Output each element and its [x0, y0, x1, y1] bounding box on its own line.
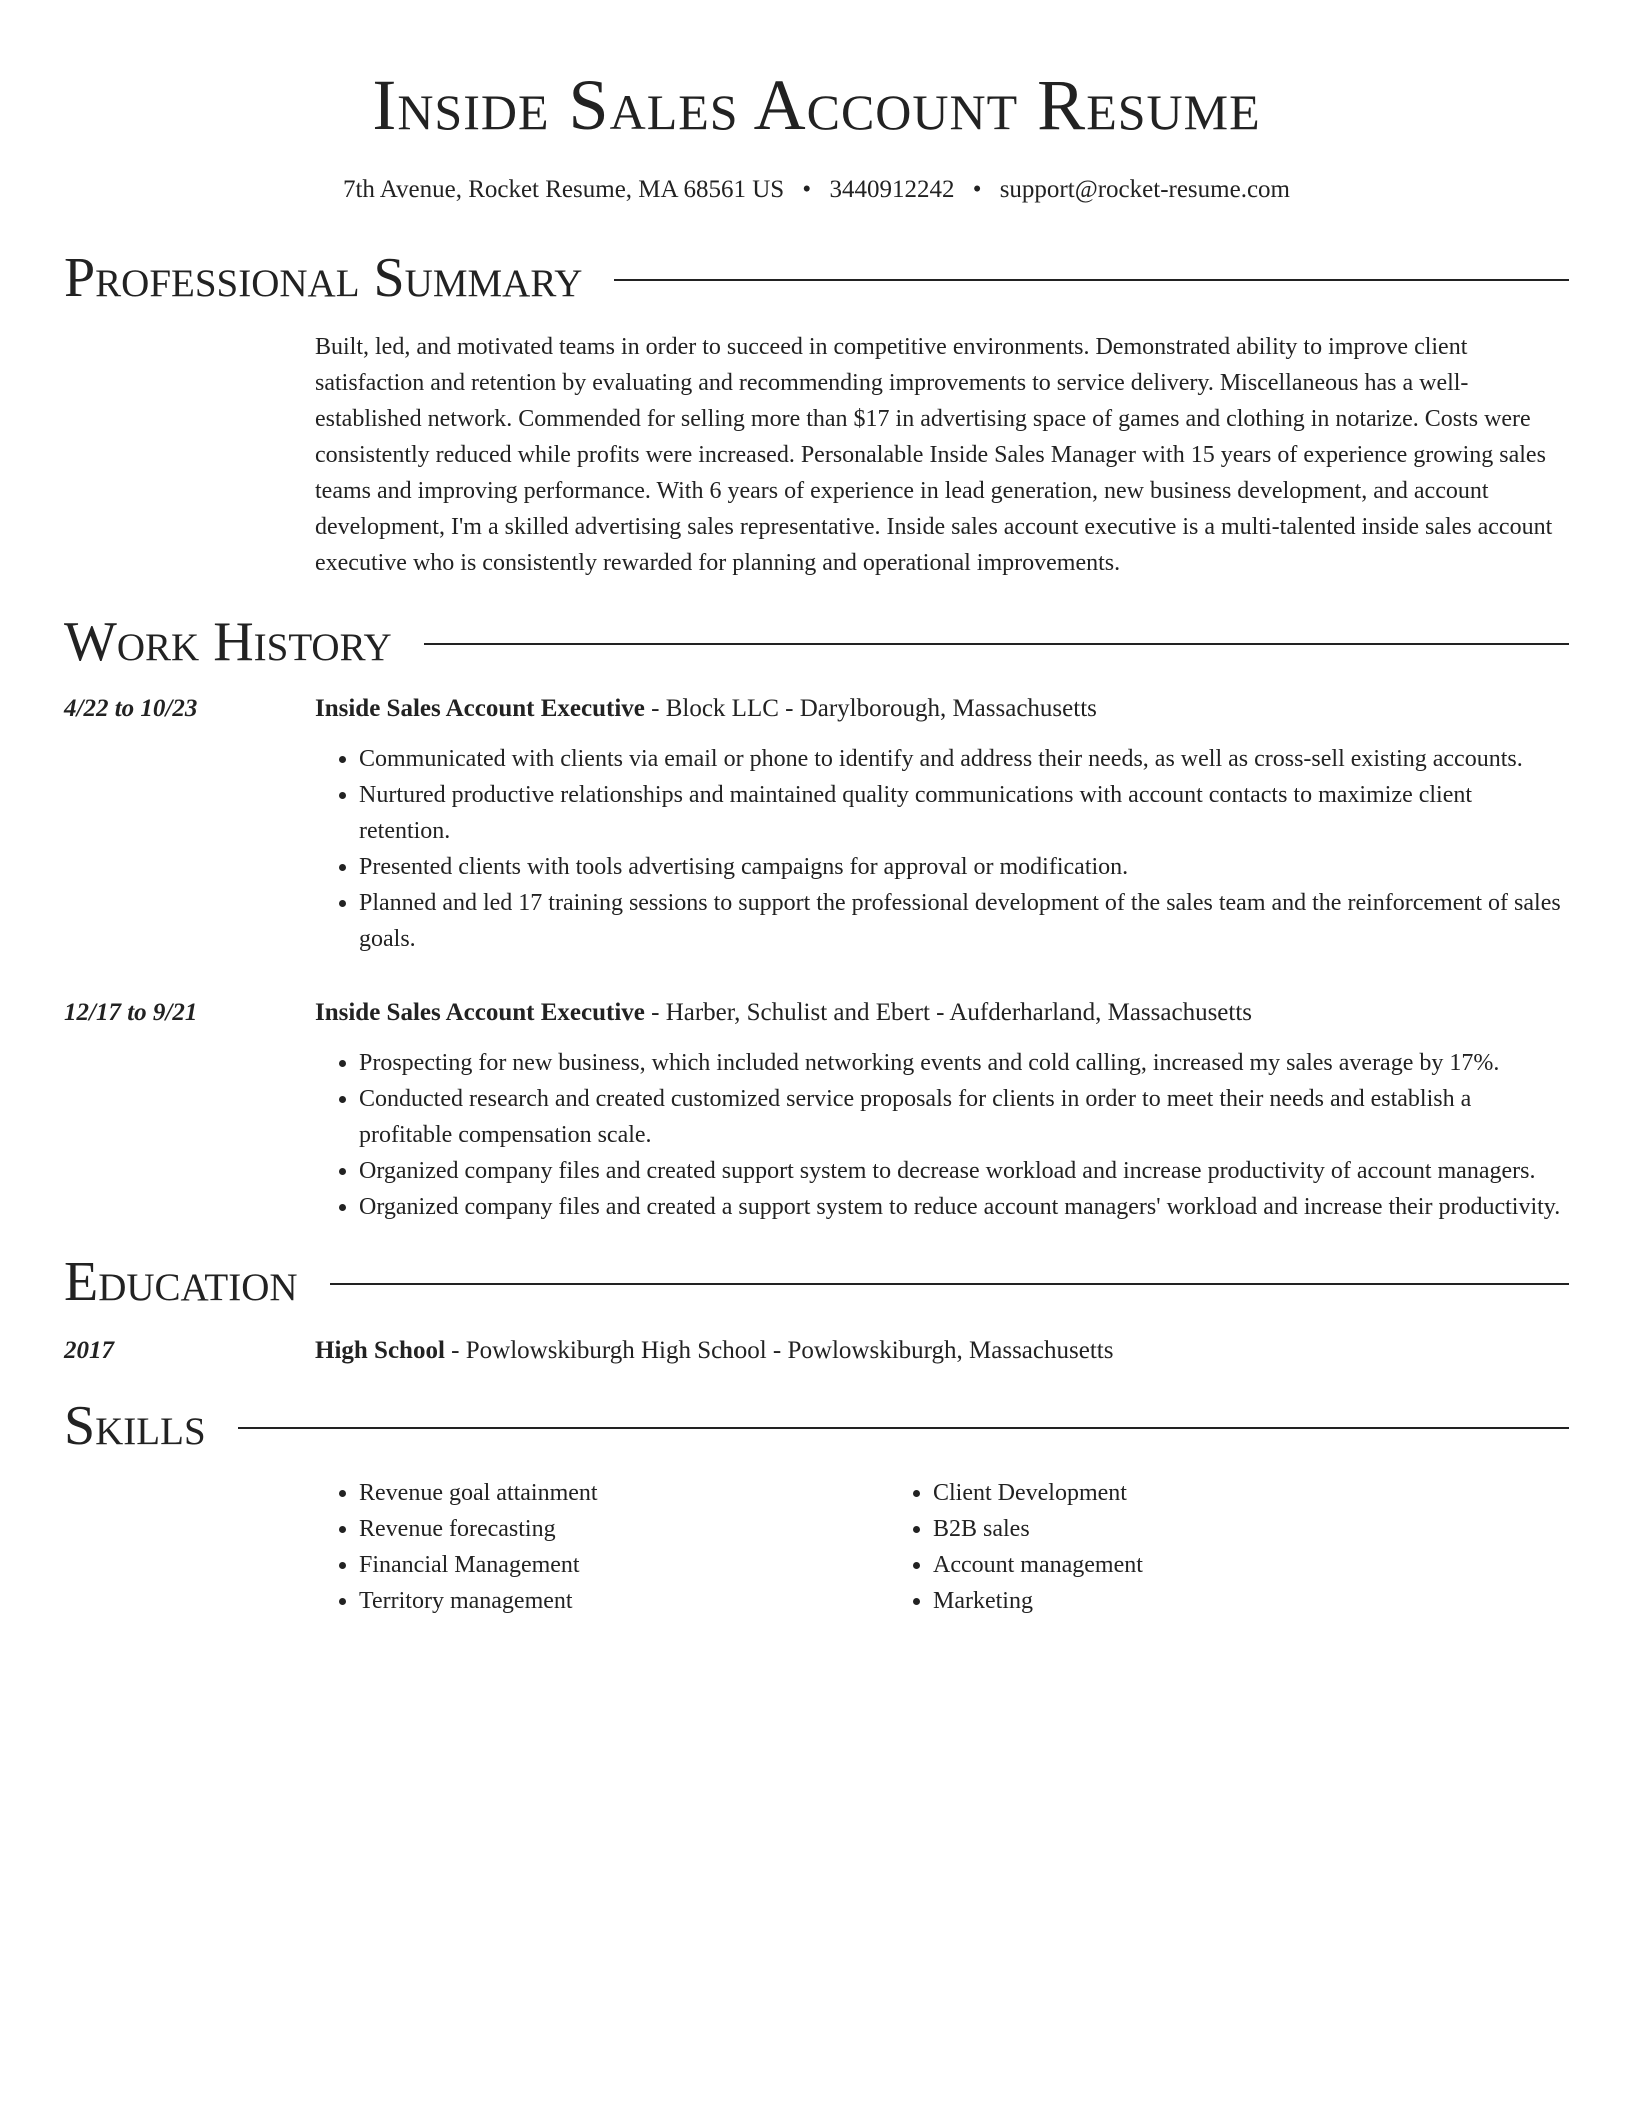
education-line	[315, 1333, 1569, 1369]
job-entry	[64, 995, 1569, 1225]
work-heading-row	[64, 609, 1569, 675]
job-bullet: • Organized company files and created support system to decrease workload and increase productivity of account managers.	[359, 1153, 1569, 1189]
education-degree: High School	[315, 1337, 445, 1364]
contact-address: 7th Avenue, Rocket Resume, MA 68561 US	[342, 176, 785, 203]
education-entry	[64, 1333, 1569, 1369]
job-bullet: • Organized company files and created a support system to reduce account managers' workload and increase their productivity.	[359, 1189, 1569, 1225]
skill-item: • B2B sales	[933, 1511, 1463, 1547]
job-bullet: • Conducted research and created customized service proposals for clients in order to meet their needs and establish a profitable compensation scale.	[359, 1081, 1569, 1153]
job-bullets	[315, 741, 1569, 957]
contact-separator: •	[972, 176, 982, 203]
skills-section	[64, 1393, 1569, 1619]
job-entry	[64, 691, 1569, 957]
skill-item: • Account management	[933, 1547, 1463, 1583]
skill-item: • Territory management	[359, 1583, 889, 1619]
contact-separator: •	[802, 176, 812, 203]
job-employer-location: - Harber, Schulist and Ebert - Aufderharland, Massachusetts	[644, 999, 1253, 1026]
job-title-line	[315, 691, 1569, 727]
summary-heading-row	[64, 245, 1569, 311]
job-bullet: • Prospecting for new business, which included networking events and cold calling, increased my sales average by 17%.	[359, 1045, 1569, 1081]
skills-column-right	[889, 1475, 1463, 1619]
skills-column-left	[315, 1475, 889, 1619]
work-history-section	[64, 609, 1569, 1225]
education-heading-row	[64, 1249, 1569, 1315]
job-title-line	[315, 995, 1569, 1031]
summary-row	[64, 311, 1569, 581]
summary-left-spacer	[64, 311, 315, 581]
job-bullets	[315, 1045, 1569, 1225]
skill-item: • Revenue forecasting	[359, 1511, 889, 1547]
summary-text: Built, led, and motivated teams in order to succeed in competitive environments. Demonstrated ability to improve client satisfaction and retention by evaluating and recommending improvements to service delivery. Miscellaneous has a well-established network. Commended for selling more than $17 in advertising space of games and clothing in notarize. Costs were consistently reduced while profits were increased. Personalable Inside Sales Manager with 15 years of experience growing sales teams and improving performance. With 6 years of experience in lead generation, new business development, and account development, I'm a skilled advertising sales representative. Inside sales account executive is a multi-talented inside sales account executive who is consistently rewarded for planning and operational improvements.	[315, 334, 1553, 576]
job-role: Inside Sales Account Executive	[315, 695, 645, 722]
section-divider	[424, 643, 1569, 645]
education-heading: Education	[64, 1251, 298, 1313]
resume-title: Inside Sales Account Resume	[372, 65, 1261, 145]
job-bullet: • Presented clients with tools advertising campaigns for approval or modification.	[359, 849, 1569, 885]
skills-heading-row	[64, 1393, 1569, 1459]
education-section	[64, 1249, 1569, 1369]
summary-section	[64, 245, 1569, 581]
skills-heading: Skills	[64, 1395, 206, 1457]
job-dates: 12/17 to 9/21	[64, 999, 198, 1026]
contact-phone: 3440912242	[829, 176, 955, 203]
contact-email: support@rocket-resume.com	[999, 176, 1290, 203]
skill-item: • Revenue goal attainment	[359, 1475, 889, 1511]
skill-item: • Client Development	[933, 1475, 1463, 1511]
contact-line	[64, 173, 1569, 207]
section-divider	[238, 1427, 1569, 1429]
skill-item: • Financial Management	[359, 1547, 889, 1583]
section-divider	[614, 279, 1569, 281]
education-year: 2017	[64, 1337, 114, 1364]
job-bullet: • Nurtured productive relationships and maintained quality communications with account contacts to maximize client retention.	[359, 777, 1569, 849]
job-dates: 4/22 to 10/23	[64, 695, 198, 722]
work-history-heading: Work History	[64, 611, 392, 673]
skills-grid	[315, 1475, 1569, 1619]
section-divider	[330, 1283, 1569, 1285]
job-employer-location: - Block LLC - Darylborough, Massachusetts	[644, 695, 1097, 722]
job-role: Inside Sales Account Executive	[315, 999, 645, 1026]
skills-left-spacer	[64, 1459, 315, 1619]
skills-row	[64, 1459, 1569, 1619]
summary-heading: Professional Summary	[64, 247, 583, 309]
job-bullet: • Communicated with clients via email or phone to identify and address their needs, as well as cross-sell existing accounts.	[359, 741, 1569, 777]
skill-item: • Marketing	[933, 1583, 1463, 1619]
job-bullet: • Planned and led 17 training sessions to support the professional development of the sales team and the reinforcement of sales goals.	[359, 885, 1569, 957]
education-school-location: - Powlowskiburgh High School - Powlowskiburgh, Massachusetts	[444, 1337, 1114, 1364]
